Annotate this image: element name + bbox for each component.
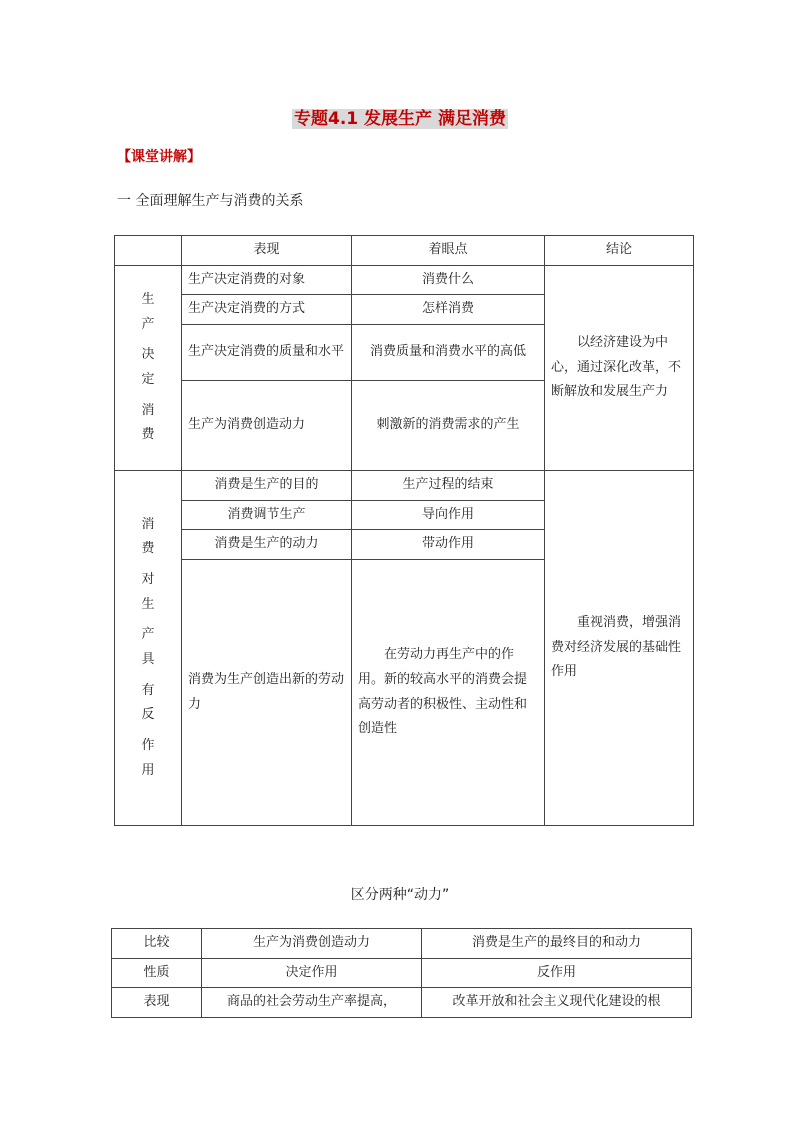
page-title <box>0 104 800 129</box>
header-cell: 表现 <box>182 236 352 266</box>
label-char: 生 <box>141 291 155 307</box>
table-cell: 性质 <box>112 958 202 988</box>
manifest-cell: 消费是生产的目的 <box>182 471 352 501</box>
section-heading: 一 全面理解生产与消费的关系 <box>117 193 304 209</box>
label-char: 产 <box>141 316 155 332</box>
table-cell: 决定作用 <box>202 958 422 988</box>
focus-cell: 刺激新的消费需求的产生 <box>352 381 545 471</box>
focus-cell: 带动作用 <box>352 530 545 560</box>
table-cell: 比较 <box>112 929 202 959</box>
group-label <box>115 265 182 470</box>
focus-cell: 在劳动力再生产中的作用。新的较高水平的消费会提高劳动者的积极性、主动性和创造性 <box>352 560 545 826</box>
label-char: 生 <box>141 596 155 612</box>
table-row <box>112 988 692 1018</box>
group-label <box>115 471 182 826</box>
label-char: 决 <box>141 347 155 363</box>
conclusion-cell: 重视消费，增强消费对经济发展的基础性作用 <box>545 471 694 826</box>
header-cell: 着眼点 <box>352 236 545 266</box>
table-cell: 改革开放和社会主义现代化建设的根 <box>422 988 692 1018</box>
table-row <box>112 958 692 988</box>
manifest-cell: 生产决定消费的方式 <box>182 295 352 325</box>
table-row <box>115 471 694 501</box>
label-char: 费 <box>141 541 155 557</box>
manifest-cell: 生产决定消费的对象 <box>182 265 352 295</box>
subheading: 【课堂讲解】 <box>117 149 201 165</box>
label-char: 消 <box>141 516 155 532</box>
focus-cell: 生产过程的结束 <box>352 471 545 501</box>
caption: 区分两种“动力” <box>350 887 450 903</box>
header-cell: 结论 <box>545 236 694 266</box>
label-char: 消 <box>141 402 155 418</box>
manifest-cell: 生产为消费创造动力 <box>182 381 352 471</box>
focus-cell: 消费质量和消费水平的高低 <box>352 325 545 381</box>
focus-cell: 消费什么 <box>352 265 545 295</box>
table-header-row <box>115 236 694 266</box>
manifest-cell: 消费是生产的动力 <box>182 530 352 560</box>
table-cell: 表现 <box>112 988 202 1018</box>
table-row <box>115 265 694 295</box>
conclusion-cell: 以经济建设为中心，通过深化改革，不断解放和发展生产力 <box>545 265 694 470</box>
label-char: 费 <box>141 427 155 443</box>
table-row <box>112 929 692 959</box>
label-char: 定 <box>141 371 155 387</box>
label-char: 用 <box>141 762 155 778</box>
label-char: 对 <box>141 572 155 588</box>
table-cell: 商品的社会劳动生产率提高， <box>202 988 422 1018</box>
label-char: 有 <box>141 682 155 698</box>
focus-cell: 导向作用 <box>352 500 545 530</box>
label-char: 具 <box>141 652 155 668</box>
comparison-table <box>111 928 692 1018</box>
table-cell: 生产为消费创造动力 <box>202 929 422 959</box>
manifest-cell: 生产决定消费的质量和水平 <box>182 325 352 381</box>
title-text: 专题4.1 发展生产 满足消费 <box>294 109 506 129</box>
focus-cell: 怎样消费 <box>352 295 545 325</box>
manifest-cell: 消费调节生产 <box>182 500 352 530</box>
label-char: 作 <box>141 738 155 754</box>
label-char: 产 <box>141 627 155 643</box>
manifest-cell: 消费为生产创造出新的劳动力 <box>182 560 352 826</box>
table-cell: 反作用 <box>422 958 692 988</box>
relationship-table <box>114 235 694 826</box>
header-cell <box>115 236 182 266</box>
table-cell: 消费是生产的最终目的和动力 <box>422 929 692 959</box>
label-char: 反 <box>141 707 155 723</box>
